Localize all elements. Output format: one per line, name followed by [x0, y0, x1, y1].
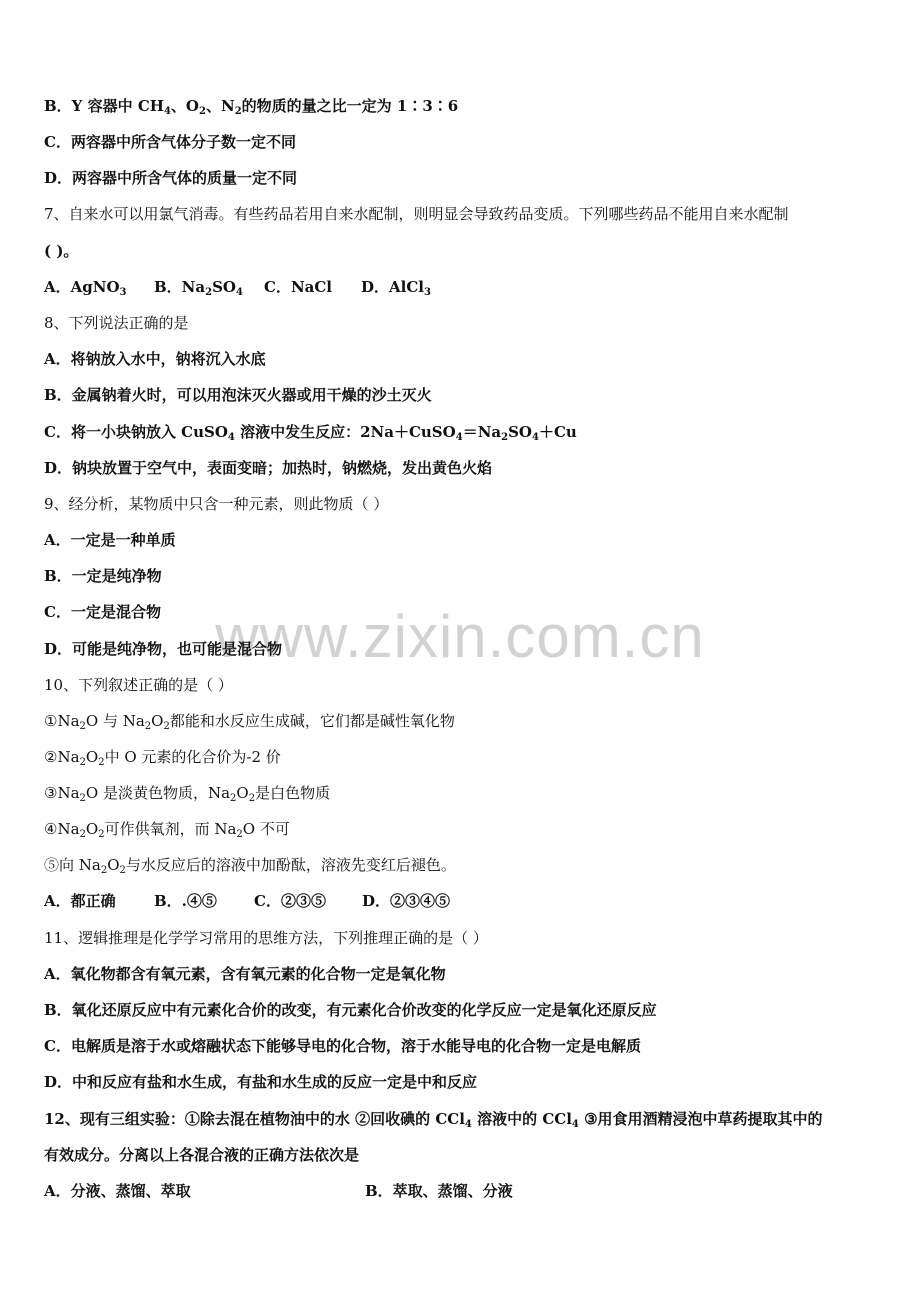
q6-option-b: B．Y 容器中 $CH_4$、$O_2$、$N_2$的物质的量之比一定为 1∶3∶6	[44, 97, 459, 117]
q11-option-c: C．电解质是溶于水或熔融状态下能够导电的化合物，溶于水能导电的化合物一定是电解质	[44, 1037, 641, 1055]
q10-statement-3: $③Na_2O$ 是淡黄色物质，$Na_2O_2$是白色物质	[44, 784, 331, 804]
q12-option-a: A．分液、蒸馏、萃取	[44, 1182, 191, 1200]
q12-options	[44, 1180, 890, 1202]
q7-option-b: B．$Na_2SO_4$	[154, 278, 243, 298]
q10-options	[44, 890, 890, 912]
q7-stem-continued: ( )。	[44, 242, 79, 260]
watermark: www.zixin.com.cn	[215, 603, 705, 670]
q8-option-c: C．将一小块钠放入 CuSO$_4$ 溶液中发生反应：$2Na+CuSO_4=Na_2SO_4+Cu$	[44, 423, 577, 443]
q8-option-d: D．钠块放置于空气中，表面变暗；加热时，钠燃烧，发出黄色火焰	[44, 459, 493, 477]
q9-option-c: C．一定是混合物	[44, 603, 161, 621]
q10-statement-1: $①Na_2O$ 与 $Na_2O_2$都能和水反应生成碱，它们都是碱性氧化物	[44, 712, 455, 732]
q6-option-c: C．两容器中所含气体分子数一定不同	[44, 133, 296, 151]
q9-stem: 9、经分析，某物质中只含一种元素，则此物质（ ）	[44, 495, 389, 513]
q10-option-d: D．②③④⑤	[362, 892, 451, 910]
q10-option-b: B．.④⑤	[154, 892, 217, 910]
q8-stem: 8、下列说法正确的是	[44, 314, 189, 332]
q10-option-a: A．都正确	[44, 892, 116, 910]
q10-statement-4: $④Na_2O_2$可作供氧剂，而 $Na_2O$ 不可	[44, 820, 290, 840]
q11-option-d: D．中和反应有盐和水生成，有盐和水生成的反应一定是中和反应	[44, 1073, 478, 1091]
q10-option-c: C．②③⑤	[254, 892, 326, 910]
q9-option-a: A．一定是一种单质	[44, 531, 176, 549]
q12-stem-continued: 有效成分。分离以上各混合液的正确方法依次是	[44, 1146, 360, 1164]
q7-option-c: C．NaCl	[264, 278, 333, 296]
q8-option-a: A．将钠放入水中，钠将沉入水底	[44, 350, 266, 368]
q7-options	[44, 276, 890, 298]
q11-stem: 11、逻辑推理是化学学习常用的思维方法，下列推理正确的是（ ）	[44, 929, 488, 947]
q12-stem: 12、现有三组实验：①除去混在植物油中的水 ②回收碘的 CCl$_4$ 溶液中的 CCl$_4$ ③用食用酒精浸泡中草药提取其中的	[44, 1110, 823, 1130]
q7-option-a: A．AgNO$_3$	[44, 278, 127, 298]
q11-option-b: B．氧化还原反应中有元素化合价的改变，有元素化合价改变的化学反应一定是氧化还原反应	[44, 1001, 657, 1019]
q10-statement-2: $②Na_2O_2$中 O 元素的化合价为-2 价	[44, 748, 281, 768]
q6-option-d: D．两容器中所含气体的质量一定不同	[44, 169, 298, 187]
q7-stem: 7、自来水可以用氯气消毒。有些药品若用自来水配制，则明显会导致药品变质。下列哪些药品不能用自来水配制	[44, 205, 789, 223]
q11-option-a: A．氧化物都含有氧元素，含有氧元素的化合物一定是氧化物	[44, 965, 446, 983]
q8-option-b: B．金属钠着火时，可以用泡沫灭火器或用干燥的沙土灭火	[44, 386, 432, 404]
q9-option-b: B．一定是纯净物	[44, 567, 162, 585]
q10-statement-5: ⑤向 $Na_2O_2$与水反应后的溶液中加酚酞，溶液先变红后褪色。	[44, 856, 456, 876]
q12-option-b: B．萃取、蒸馏、分液	[365, 1182, 513, 1200]
q9-option-d: D．可能是纯净物，也可能是混合物	[44, 640, 283, 658]
q7-option-d: D．AlCl$_3$	[361, 278, 431, 298]
q10-stem: 10、下列叙述正确的是（ ）	[44, 676, 233, 694]
